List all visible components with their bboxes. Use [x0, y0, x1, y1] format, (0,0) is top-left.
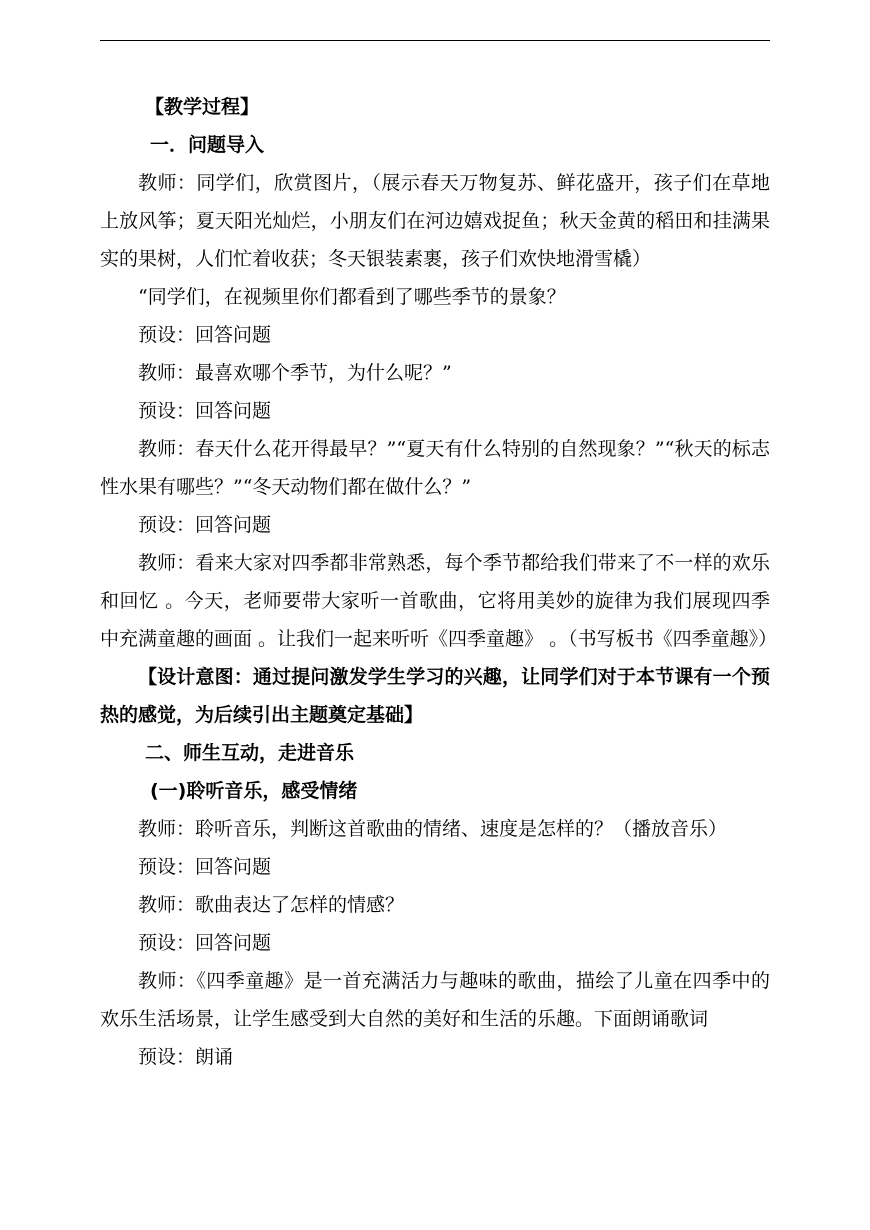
question-3: 教师：春天什么花开得最早？”“夏天有什么特别的自然现象？”“秋天的标志性水果有哪些？”“冬天动物们都在做什么？” [100, 438, 770, 498]
question-1: “同学们，在视频里你们都看到了哪些季节的景象？ [138, 286, 566, 308]
part2-answer-3: 预设：朗诵 [138, 1046, 234, 1068]
part2-answer-2: 预设：回答问题 [138, 932, 272, 954]
part2-question-1: 教师：聆听音乐，判断这首歌曲的情绪、速度是怎样的？（播放音乐） [138, 818, 728, 840]
document-body [100, 88, 778, 1076]
header-rule [100, 40, 770, 41]
part2-heading: 二、师生互动，走进音乐 [145, 742, 355, 764]
answer-3: 预设：回答问题 [138, 514, 272, 536]
part2-explain: 教师：《四季童趣》是一首充满活力与趣味的歌曲，描绘了儿童在四季中的欢乐生活场景，让学生感受到大自然的美好和生活的乐趣。下面朗诵歌词 [100, 970, 770, 1030]
intro-paragraph: 教师：同学们，欣赏图片，（展示春天万物复苏、鲜花盛开，孩子们在草地上放风筝；夏天阳光灿烂，小朋友们在河边嬉戏捉鱼；秋天金黄的稻田和挂满果实的果树，人们忙着收获；冬天银装素裹，孩子们欢快地滑雪橇） [100, 172, 770, 270]
summary-paragraph: 教师：看来大家对四季都非常熟悉，每个季节都给我们带来了不一样的欢乐和回忆 。今天，老师要带大家听一首歌曲，它将用美妙的旋律为我们展现四季中充满童趣的画面 。让我们一起来听听《四季童趣》 。（书写板书《四季童趣》） [100, 552, 778, 650]
design-intent: 【设计意图：通过提问激发学生学习的兴趣，让同学们对于本节课有一个预热的感觉，为后续引出主题奠定基础】 [100, 666, 770, 726]
answer-1: 预设：回答问题 [138, 324, 272, 346]
part1-heading: 一．问题导入 [150, 134, 265, 156]
answer-2: 预设：回答问题 [138, 400, 272, 422]
section-heading: 【教学过程】 [145, 96, 260, 118]
part2-sub1-heading: (一)聆听音乐，感受情绪 [150, 780, 358, 802]
part2-question-2: 教师：歌曲表达了怎样的情感？ [138, 894, 405, 916]
question-2: 教师：最喜欢哪个季节，为什么呢？” [138, 362, 452, 384]
part2-answer-1: 预设：回答问题 [138, 856, 272, 878]
